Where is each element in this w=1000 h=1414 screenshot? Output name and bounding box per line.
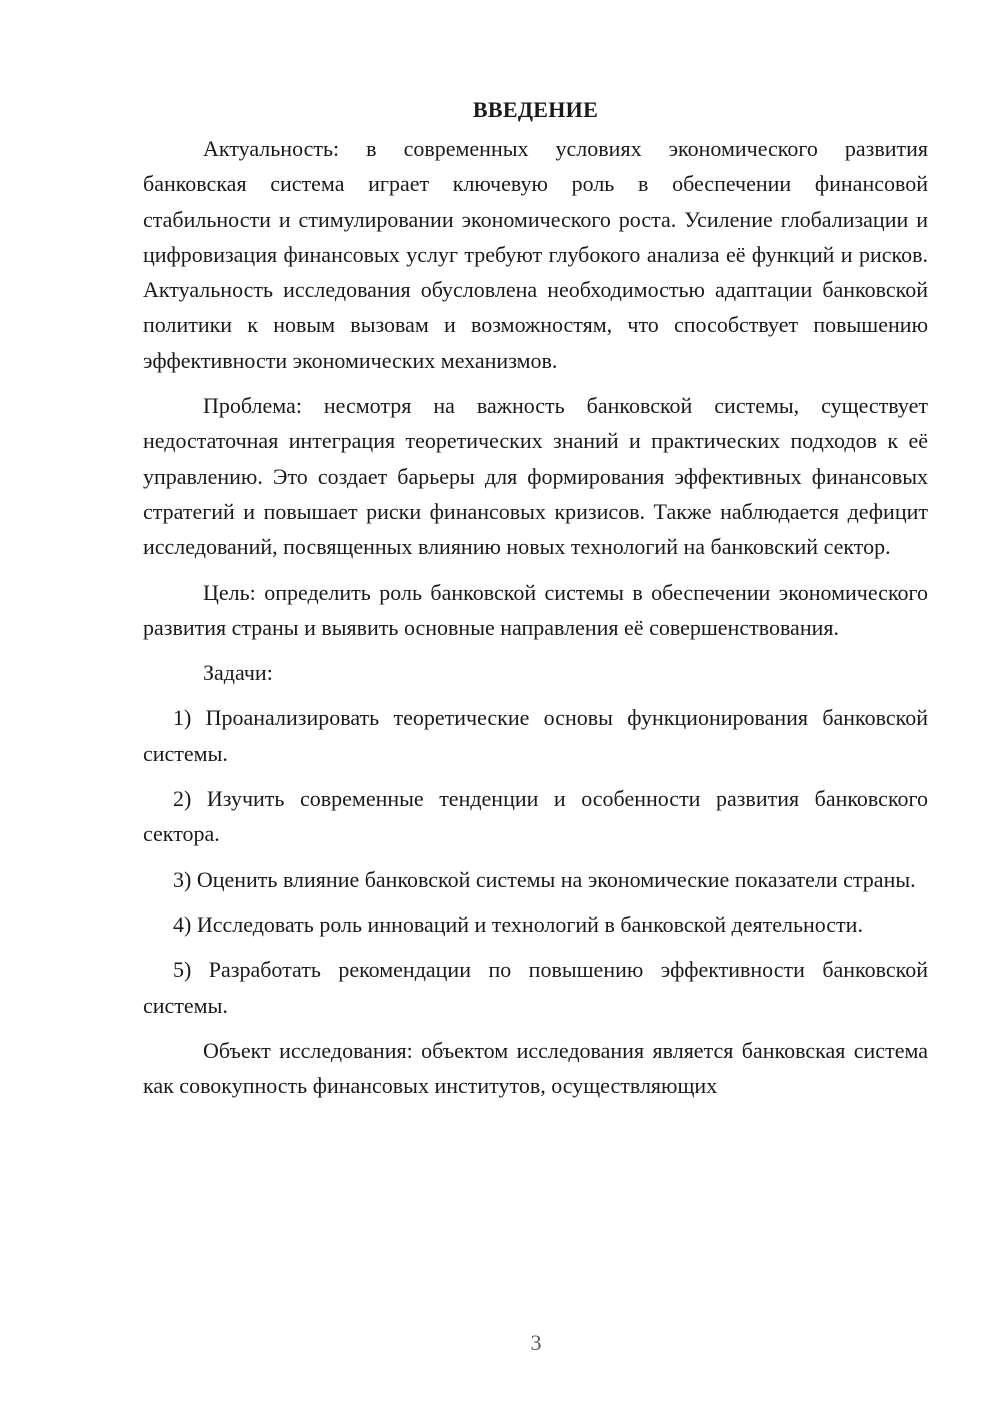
list-item: 4) Исследовать роль инноваций и технологий в банковской деятельности. bbox=[173, 911, 863, 937]
paragraph-problem: Проблема: несмотря на важность банковской системы, существует недостаточная интеграция теоретических знаний и практических подходов к её управлению. Это создает барьеры для формирования эффективных финансовых стратегий и повышает риски финансовых кризисов. Также наблюдается дефицит исследований, посвященных влиянию новых технологий на банковский сектор. bbox=[143, 393, 928, 560]
paragraph-relevance: Актуальность: в современных условиях экономического развития банковская система играет ключевую роль в обеспечении финансовой стабильности и стимулировании экономического роста. Усиление глобализации и цифровизация финансовых услуг требуют глубокого анализа её функций и рисков. Актуальность исследования обусловлена необходимостью адаптации банковской политики к новым вызовам и возможностям, что способствует повышению эффективности экономических механизмов. bbox=[143, 136, 928, 373]
list-item: 3) Оценить влияние банковской системы на экономические показатели страны. bbox=[173, 866, 916, 892]
paragraph-object: Объект исследования: объектом исследования является банковская система как совокупность финансовых институтов, осуществляющих bbox=[143, 1037, 928, 1099]
page-title: ВВЕДЕНИЕ bbox=[472, 97, 599, 122]
list-item: 5) Разработать рекомендации по повышению эффективности банковской системы. bbox=[143, 957, 928, 1018]
tasks-list bbox=[143, 700, 928, 1022]
list-item: 1) Проанализировать теоретические основы функционирования банковской системы. bbox=[143, 705, 928, 766]
paragraph-goal: Цель: определить роль банковской системы в обеспечении экономического развития страны и выявить основные направления её совершенствования. bbox=[143, 579, 928, 640]
page-number: 3 bbox=[530, 1330, 542, 1355]
list-item: 2) Изучить современные тенденции и особенности развития банковского сектора. bbox=[143, 786, 928, 847]
document-page bbox=[143, 92, 928, 1113]
tasks-label: Задачи: bbox=[203, 660, 273, 686]
